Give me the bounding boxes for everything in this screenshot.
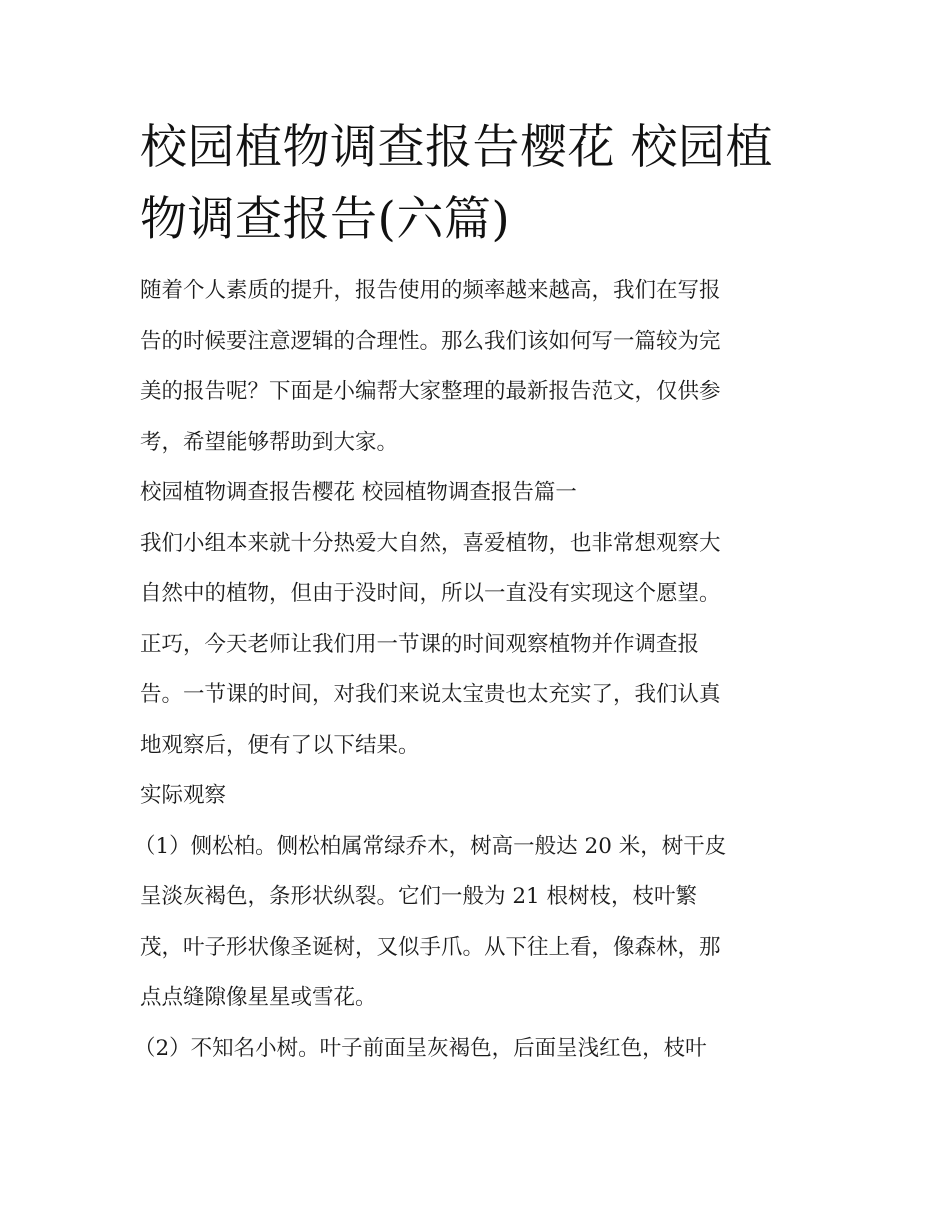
title-line: 物调查报告(六篇) (140, 192, 511, 247)
text-line: 告的时候要注意逻辑的合理性。那么我们该如何写一篇较为完 (140, 328, 721, 354)
text-line: （2）不知名小树。叶子前面呈灰褐色，后面呈浅红色，枝叶 (134, 1035, 707, 1061)
text-line: 茂，叶子形状像圣诞树，又似手爪。从下往上看，像森林，那 (140, 934, 721, 960)
text-line: 自然中的植物，但由于没时间，所以一直没有实现这个愿望。 (140, 581, 721, 606)
document-page (134, 112, 815, 1074)
paragraph-1 (140, 519, 815, 772)
document-title (140, 112, 815, 256)
text-line: 告。一节课的时间，对我们来说太宝贵也太充实了，我们认真 (140, 682, 721, 707)
title-line: 校园植物调查报告樱花 校园植 (140, 120, 773, 175)
text-line: 点点缝隙像星星或雪花。 (140, 985, 377, 1010)
text-line: 正巧，今天老师让我们用一节课的时间观察植物并作调查报 (140, 631, 700, 657)
document-body (134, 266, 815, 1074)
intro-paragraph (140, 266, 815, 468)
text-line: 随着个人素质的提升，报告使用的频率越来越高，我们在写报 (140, 278, 721, 303)
item-1-paragraph (134, 822, 815, 1024)
subheading (140, 771, 815, 822)
text-line: 地观察后，便有了以下结果。 (140, 732, 420, 758)
text-line: （1）侧松柏。侧松柏属常绿乔木，树高一般达 20 米，树干皮 (134, 833, 727, 859)
item-2-paragraph (134, 1024, 815, 1075)
text-line: 考，希望能够帮助到大家。 (140, 429, 399, 455)
text-line: 呈淡灰褐色，条形状纵裂。它们一般为 21 根树枝，枝叶繁 (140, 884, 698, 909)
text-line: 我们小组本来就十分热爱大自然，喜爱植物，也非常想观察大 (140, 530, 721, 556)
text-line: 美的报告呢？下面是小编帮大家整理的最新报告范文，仅供参 (140, 379, 721, 404)
text-line: 校园植物调查报告樱花 校园植物调查报告篇一 (140, 480, 577, 505)
section-heading (140, 468, 815, 519)
text-line: 实际观察 (140, 783, 227, 808)
